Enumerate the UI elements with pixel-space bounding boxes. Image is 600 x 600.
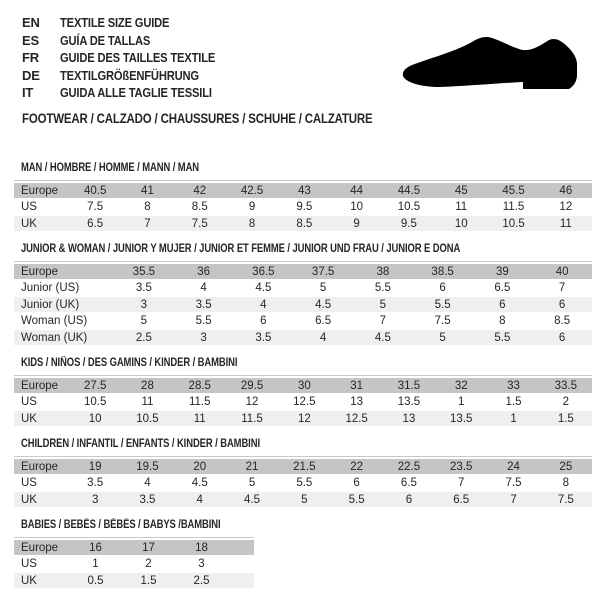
size-cell: 28.5	[188, 379, 211, 392]
size-cell: 28	[141, 379, 154, 392]
table-row	[14, 378, 592, 393]
table-row	[14, 395, 592, 410]
size-cell: 32	[454, 379, 468, 392]
size-cell: 37.5	[311, 265, 335, 278]
size-cell: 45.5	[502, 184, 525, 197]
size-cell: 3.5	[255, 331, 272, 344]
table-row	[14, 557, 254, 572]
table-row	[14, 216, 592, 231]
size-cell: 9.5	[400, 217, 417, 230]
size-cell: 3.5	[195, 298, 212, 311]
size-table	[14, 180, 592, 231]
size-cell: 3.5	[87, 477, 104, 489]
row-label: US	[21, 477, 37, 489]
size-tables	[14, 162, 592, 600]
size-cell: 10.5	[136, 412, 159, 425]
size-cell: 4.5	[315, 298, 332, 311]
row-label: US	[21, 396, 37, 408]
size-cell: 13.5	[397, 396, 421, 408]
language-row	[22, 14, 240, 32]
size-cell: 24	[507, 460, 520, 473]
size-cell: 6.5	[87, 217, 104, 230]
language-code: IT	[22, 85, 34, 101]
size-cell: 6.5	[494, 282, 511, 294]
language-label: GUÍA DE TALLAS	[60, 32, 151, 48]
size-cell: 7	[458, 477, 465, 489]
size-cell: 12	[559, 201, 573, 213]
size-cell: 0.5	[87, 574, 104, 587]
row-label: UK	[21, 412, 37, 425]
size-cell: 7.5	[505, 477, 522, 489]
category-title: FOOTWEAR / CALZADO / CHAUSSURES / SCHUHE / CALZATURE	[22, 111, 373, 126]
size-cell: 42	[193, 184, 207, 197]
table-row	[14, 476, 592, 491]
size-cell: 4	[144, 477, 151, 489]
size-cell: 20	[193, 460, 207, 473]
row-label: Junior (US)	[21, 282, 80, 294]
size-cell: 13.5	[450, 412, 473, 425]
size-cell: 8	[562, 477, 570, 489]
size-cell: 21.5	[293, 460, 316, 473]
size-cell: 16	[89, 541, 102, 554]
size-table-babies	[14, 519, 592, 588]
size-cell: 5.5	[374, 282, 391, 294]
row-label: Woman (UK)	[21, 331, 88, 344]
size-cell: 13	[350, 396, 364, 408]
size-cell: 5	[439, 331, 446, 344]
size-cell: 11	[455, 201, 468, 213]
size-cell: 11.5	[502, 201, 525, 213]
size-cell: 46	[559, 184, 573, 197]
table-row	[14, 411, 592, 426]
size-cell: 12.5	[293, 396, 316, 408]
size-cell: 7.5	[434, 315, 451, 327]
size-cell: 6	[558, 298, 566, 311]
size-cell: 3	[140, 298, 148, 311]
size-cell: 7.5	[191, 217, 208, 230]
size-cell: 31.5	[397, 379, 421, 392]
language-row	[22, 49, 240, 67]
size-cell: 5	[301, 493, 308, 506]
row-label: UK	[21, 574, 37, 587]
size-cell: 40.5	[83, 184, 107, 197]
size-cell: 21	[245, 460, 259, 473]
size-cell: 5	[379, 298, 387, 311]
table-row	[14, 573, 254, 588]
size-cell: 5	[248, 477, 256, 489]
size-cell: 36.5	[252, 265, 275, 278]
size-cell: 8.5	[191, 201, 208, 213]
size-cell: 33.5	[554, 379, 578, 392]
table-row	[14, 183, 592, 198]
size-cell: 5.5	[494, 331, 511, 344]
size-cell: 4	[196, 493, 203, 506]
size-cell: 9	[353, 217, 360, 230]
language-row	[22, 84, 240, 102]
size-cell: 38.5	[431, 265, 454, 278]
size-cell: 6.5	[453, 493, 470, 506]
size-cell: 3	[198, 558, 205, 570]
table-row	[14, 330, 592, 345]
row-label: US	[21, 558, 37, 570]
size-cell: 7	[510, 493, 517, 506]
size-cell: 13	[402, 412, 416, 425]
row-label: Europe	[21, 265, 59, 278]
size-cell: 1	[458, 396, 465, 408]
size-cell: 10.5	[397, 201, 421, 213]
size-cell: 2.5	[135, 331, 152, 344]
size-cell: 3.5	[135, 282, 152, 294]
language-code: ES	[22, 32, 39, 48]
size-cell: 11	[141, 396, 154, 408]
size-cell: 6.5	[315, 315, 332, 327]
size-cell: 6	[558, 331, 566, 344]
size-cell: 6	[260, 315, 267, 327]
size-cell: 2	[145, 558, 152, 570]
size-cell: 10	[454, 217, 468, 230]
size-cell: 4.5	[374, 331, 391, 344]
size-table-junior-woman	[14, 243, 592, 345]
language-label: GUIDA ALLE TAGLIE TESSILI	[60, 85, 212, 101]
size-cell: 4	[319, 331, 327, 344]
size-cell: 1.5	[505, 396, 522, 408]
size-cell: 25	[559, 460, 573, 473]
size-cell: 10.5	[83, 396, 107, 408]
size-cell: 2	[562, 396, 570, 408]
size-cell: 10.5	[502, 217, 525, 230]
table-row	[14, 200, 592, 215]
size-cell: 1.5	[140, 574, 157, 587]
size-cell: 8.5	[554, 315, 571, 327]
size-cell: 6	[405, 493, 413, 506]
size-table	[14, 456, 592, 507]
size-cell: 27.5	[83, 379, 107, 392]
table-row	[14, 297, 592, 312]
table-row	[14, 540, 254, 555]
size-cell: 12	[297, 412, 311, 425]
size-cell: 19	[88, 460, 102, 473]
size-cell: 1	[510, 412, 517, 425]
size-cell: 22	[350, 460, 364, 473]
table-row	[14, 314, 592, 329]
size-cell: 1.5	[557, 412, 574, 425]
size-cell: 3.5	[139, 493, 156, 506]
language-code: DE	[22, 67, 40, 83]
size-cell: 11	[559, 217, 572, 230]
size-cell: 6.5	[400, 477, 417, 489]
size-cell: 4	[260, 298, 267, 311]
size-cell: 11.5	[241, 412, 263, 425]
table-title: BABIES / BEBÉS / BÉBÉS / BABYS /BAMBINI	[21, 519, 221, 531]
size-cell: 4.5	[191, 477, 208, 489]
size-cell: 8	[248, 217, 256, 230]
size-cell: 23.5	[450, 460, 473, 473]
size-cell: 5.5	[296, 477, 313, 489]
size-cell: 9	[248, 201, 256, 213]
size-cell: 6	[353, 477, 360, 489]
size-table	[14, 537, 254, 588]
size-cell: 10	[88, 412, 102, 425]
size-cell: 11	[193, 412, 206, 425]
size-cell: 5.5	[434, 298, 451, 311]
size-cell: 38	[376, 265, 390, 278]
size-cell: 5	[319, 282, 327, 294]
size-cell: 18	[195, 541, 208, 554]
size-cell: 3	[200, 331, 207, 344]
language-label: TEXTILE SIZE GUIDE	[60, 15, 170, 31]
size-cell: 8	[499, 315, 506, 327]
size-cell: 6	[499, 298, 506, 311]
table-row	[14, 281, 592, 296]
shoe-icon	[400, 30, 580, 94]
table-row	[14, 492, 592, 507]
language-row	[22, 67, 240, 85]
table-title: KIDS / NIÑOS / DES GAMINS / KINDER / BAMBINI	[21, 357, 238, 369]
size-cell: 12.5	[345, 412, 368, 425]
size-cell: 36	[197, 265, 211, 278]
row-label: UK	[21, 493, 37, 506]
size-cell: 42.5	[240, 184, 264, 197]
size-table-children	[14, 438, 592, 507]
size-cell: 8	[144, 201, 151, 213]
size-cell: 5.5	[195, 315, 212, 327]
table-row	[14, 459, 592, 474]
size-cell: 4.5	[244, 493, 261, 506]
size-table-man	[14, 162, 592, 231]
language-code: FR	[22, 50, 39, 66]
language-row	[22, 32, 240, 50]
size-cell: 29.5	[240, 379, 264, 392]
table-title: MAN / HOMBRE / HOMME / MANN / MAN	[21, 162, 200, 174]
row-label: US	[21, 201, 37, 213]
size-cell: 9.5	[296, 201, 313, 213]
size-table-kids	[14, 357, 592, 426]
size-cell: 6	[439, 282, 446, 294]
size-cell: 17	[142, 541, 155, 554]
size-cell: 4	[200, 282, 207, 294]
row-label: UK	[21, 217, 37, 230]
size-cell: 7.5	[557, 493, 574, 506]
size-cell: 7	[144, 217, 151, 230]
table-title: JUNIOR & WOMAN / JUNIOR Y MUJER / JUNIOR ET FEMME / JUNIOR UND FRAU / JUNIOR E DONA	[21, 243, 461, 255]
language-label: TEXTILGRÖßENFÜHRUNG	[60, 67, 199, 83]
table-row	[14, 264, 592, 279]
language-code: EN	[22, 15, 40, 31]
size-cell: 12	[245, 396, 259, 408]
language-list	[22, 14, 240, 102]
size-cell: 44	[350, 184, 364, 197]
size-cell: 22.5	[397, 460, 421, 473]
size-cell: 7	[558, 282, 566, 294]
size-cell: 5.5	[348, 493, 365, 506]
size-table	[14, 375, 592, 426]
size-cell: 19.5	[136, 460, 159, 473]
size-cell: 5	[140, 315, 148, 327]
size-cell: 31	[350, 379, 364, 392]
size-cell: 44.5	[397, 184, 421, 197]
size-cell: 7	[379, 315, 387, 327]
size-cell: 1	[92, 558, 99, 570]
size-cell: 35.5	[132, 265, 156, 278]
size-cell: 33	[507, 379, 520, 392]
row-label: Woman (US)	[21, 315, 88, 327]
size-table	[14, 261, 592, 345]
size-cell: 8.5	[296, 217, 313, 230]
size-cell: 40	[555, 265, 569, 278]
language-label: GUIDE DES TAILLES TEXTILE	[60, 50, 216, 66]
size-cell: 43	[297, 184, 311, 197]
table-title: CHILDREN / INFANTIL / ENFANTS / KINDER / BAMBINI	[21, 438, 260, 450]
size-cell: 41	[141, 184, 154, 197]
size-cell: 7.5	[87, 201, 104, 213]
row-label: Europe	[21, 460, 59, 473]
size-cell: 45	[454, 184, 468, 197]
size-cell: 4.5	[255, 282, 272, 294]
row-label: Europe	[21, 379, 59, 392]
size-cell: 10	[350, 201, 364, 213]
row-label: Junior (UK)	[21, 298, 80, 311]
size-cell: 30	[297, 379, 311, 392]
size-cell: 3	[91, 493, 99, 506]
row-label: Europe	[21, 541, 59, 554]
size-cell: 11.5	[188, 396, 211, 408]
size-cell: 2.5	[193, 574, 210, 587]
size-cell: 39	[495, 265, 509, 278]
row-label: Europe	[21, 184, 59, 197]
